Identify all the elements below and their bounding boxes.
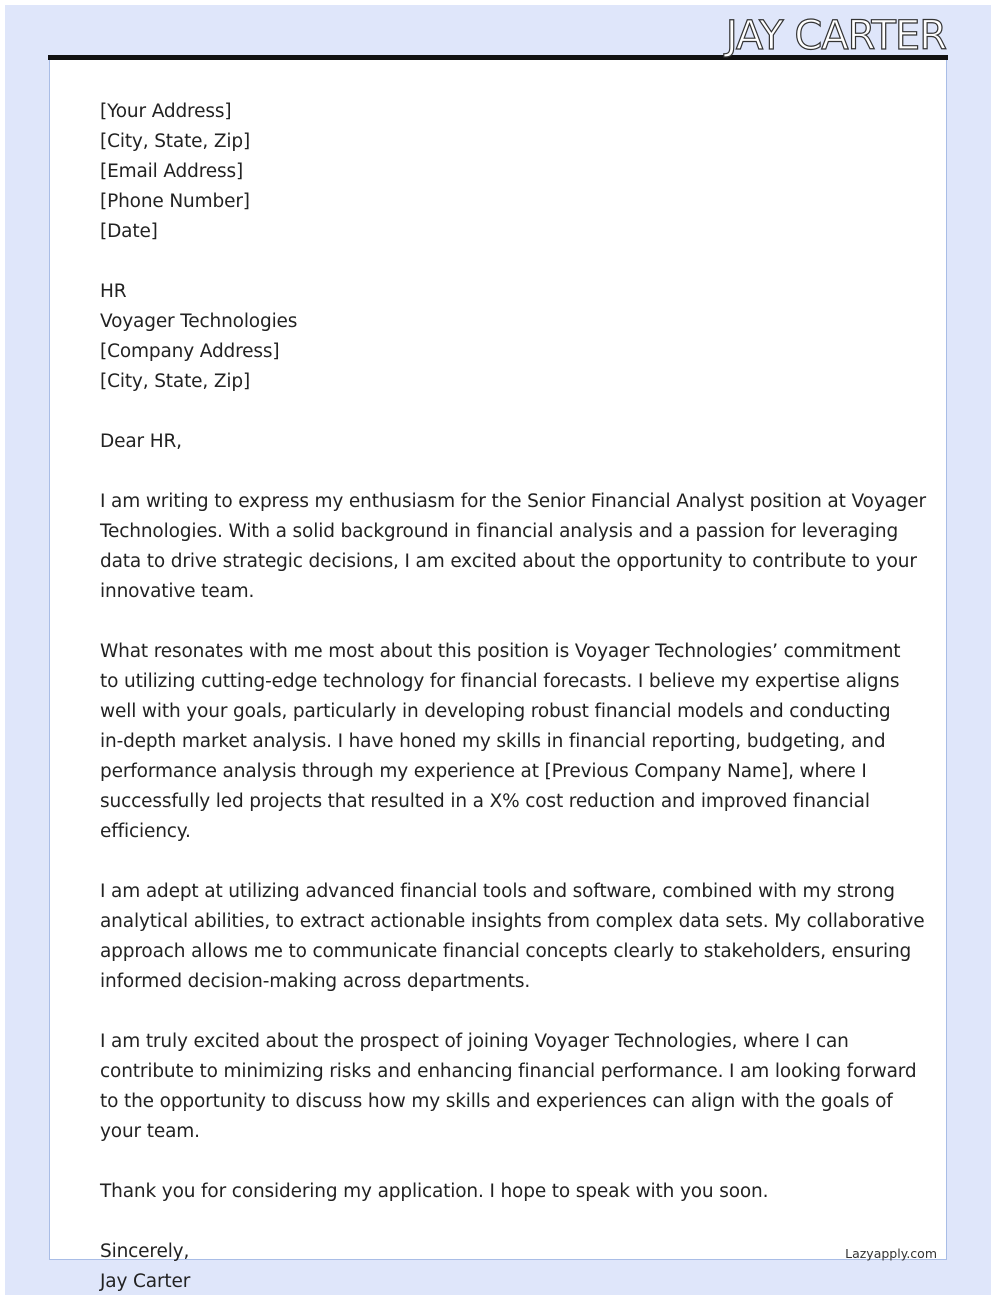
paragraph-line: approach allows me to communicate financial concepts clearly to stakeholders, ensuring bbox=[100, 941, 912, 962]
letter-body bbox=[100, 97, 926, 1297]
paragraph-line: to utilizing cutting-edge technology for financial forecasts. I believe my expertise aligns bbox=[100, 671, 900, 692]
paragraph-line: contribute to minimizing risks and enhancing financial performance. I am looking forward bbox=[100, 1061, 917, 1082]
closing: Sincerely, bbox=[100, 1241, 190, 1262]
paragraph-line: performance analysis through my experience at [Previous Company Name], where I bbox=[100, 761, 867, 782]
paragraph-line: Technologies. With a solid background in financial analysis and a passion for leveraging bbox=[100, 521, 899, 542]
recipient-address: [Company Address] bbox=[100, 341, 280, 362]
body-paragraph bbox=[100, 1177, 900, 1207]
paragraph-line: successfully led projects that resulted in a X% cost reduction and improved financial bbox=[100, 791, 870, 812]
paragraph-line: analytical abilities, to extract actionable insights from complex data sets. My collaborative bbox=[100, 911, 925, 932]
paragraph-line: data to drive strategic decisions, I am excited about the opportunity to contribute to your bbox=[100, 551, 917, 572]
signature-name: Jay Carter bbox=[100, 1271, 191, 1292]
paragraph-line: informed decision-making across departments. bbox=[100, 971, 531, 992]
paragraph-line: I am truly excited about the prospect of joining Voyager Technologies, where I can bbox=[100, 1031, 849, 1052]
sender-phone: [Phone Number] bbox=[100, 191, 250, 212]
sender-email: [Email Address] bbox=[100, 161, 244, 182]
paragraph-line: in-depth market analysis. I have honed my skills in financial reporting, budgeting, and bbox=[100, 731, 886, 752]
recipient-block bbox=[100, 277, 900, 397]
sender-block bbox=[100, 97, 900, 247]
letter-date: [Date] bbox=[100, 221, 158, 242]
body-paragraph bbox=[100, 1027, 917, 1147]
paragraph-line: What resonates with me most about this position is Voyager Technologies’ commitment bbox=[100, 641, 901, 662]
body-paragraph bbox=[100, 877, 925, 997]
paragraph-line: well with your goals, particularly in developing robust financial models and conducting bbox=[100, 701, 891, 722]
paragraph-line: I am writing to express my enthusiasm for the Senior Financial Analyst position at Voyager bbox=[100, 491, 926, 512]
paragraph-line: innovative team. bbox=[100, 581, 255, 602]
paragraph-line: efficiency. bbox=[100, 821, 191, 842]
recipient-name: HR bbox=[100, 281, 127, 302]
paragraph-line: your team. bbox=[100, 1121, 200, 1142]
paragraph-line: to the opportunity to discuss how my skills and experiences can align with the goals of bbox=[100, 1091, 893, 1112]
header-name: JAY CARTER bbox=[725, 13, 946, 59]
sender-address: [Your Address] bbox=[100, 101, 232, 122]
body-paragraph bbox=[100, 487, 926, 607]
salutation: Dear HR, bbox=[100, 431, 182, 452]
sender-city-state-zip: [City, State, Zip] bbox=[100, 131, 251, 152]
recipient-company: Voyager Technologies bbox=[100, 311, 298, 332]
watermark: Lazyapply.com bbox=[845, 1246, 937, 1261]
paragraph-line: Thank you for considering my application. I hope to speak with you soon. bbox=[100, 1181, 769, 1202]
recipient-city-state-zip: [City, State, Zip] bbox=[100, 371, 251, 392]
body-paragraph bbox=[100, 637, 900, 847]
paragraph-line: I am adept at utilizing advanced financial tools and software, combined with my strong bbox=[100, 881, 895, 902]
